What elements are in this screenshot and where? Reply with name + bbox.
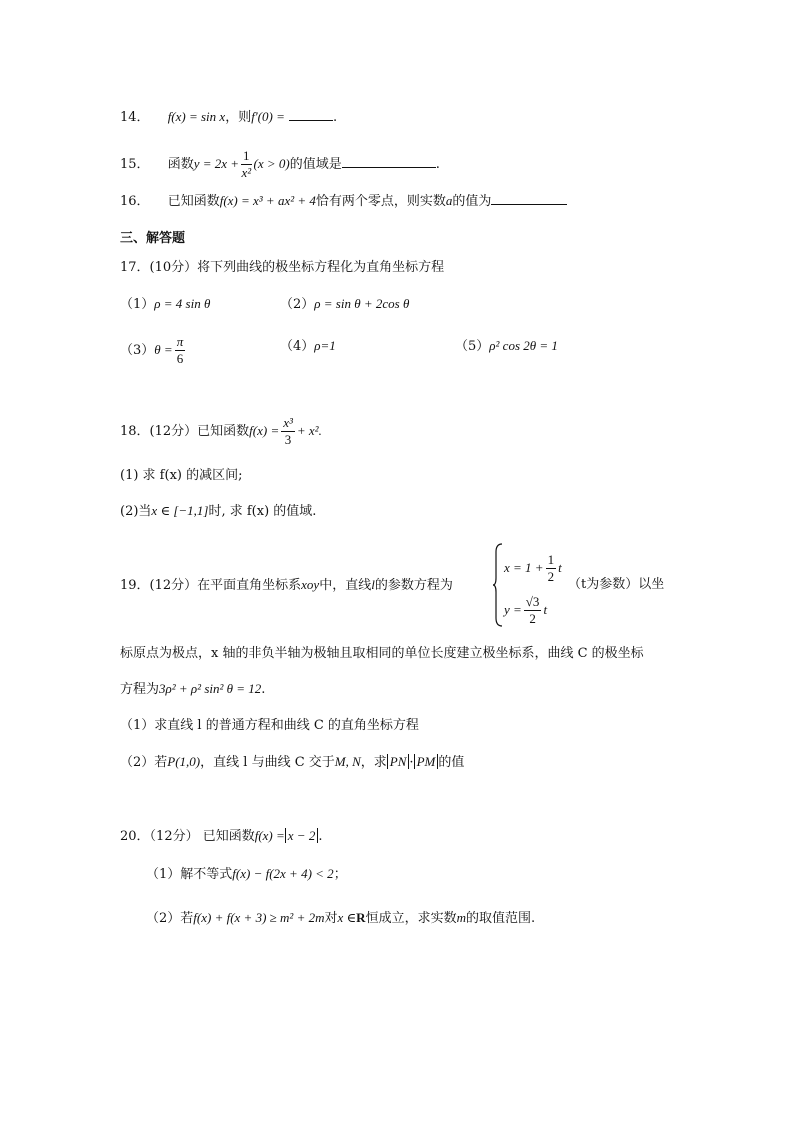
interval-expression: x ∈ [−1,1]: [151, 503, 209, 518]
part-label: （4）: [280, 339, 315, 354]
function-expression: f(x) =: [249, 423, 280, 438]
polar-equation: θ =: [154, 342, 173, 357]
part-text: （2）若: [146, 911, 194, 926]
lead-text: 函数: [167, 157, 194, 172]
expression: y = 2x +: [193, 156, 240, 171]
q17-part-1: [120, 294, 210, 315]
question-number: 16．: [120, 194, 150, 209]
question-14: [120, 106, 337, 128]
q19-part-2: [120, 752, 464, 773]
q19-part-1: （1）求直线 l 的普通方程和曲线 C 的直角坐标方程: [120, 718, 419, 733]
part-text: （1）解不等式: [146, 867, 233, 882]
condition: (x > 0): [253, 156, 290, 171]
part-label: （5）: [455, 339, 490, 354]
semicolon: ；: [333, 867, 347, 882]
q20-part-2: [146, 908, 535, 929]
part-text: 的值: [438, 755, 465, 770]
polar-equation: ρ² cos 2θ = 1: [489, 338, 558, 353]
equation-y: [504, 594, 547, 627]
section-title: 三、解答题: [120, 230, 186, 245]
reals-symbol: R: [356, 910, 366, 925]
part-text: 对: [324, 911, 338, 926]
polar-equation: ρ = sin θ + 2cos θ: [314, 296, 410, 311]
fraction-denominator: x²: [241, 165, 252, 180]
parameter-t: t: [543, 602, 548, 617]
variable-m: m: [456, 910, 466, 925]
heading-text: 19．(12分）在平面直角坐标系: [120, 578, 302, 593]
fraction-denominator: 2: [547, 569, 555, 584]
question-15: [120, 148, 440, 181]
q18-part-1: (1) 求 f(x) 的减区间;: [120, 468, 243, 483]
point-p: P(1,0): [167, 754, 201, 769]
fraction-numerator: 1: [547, 552, 555, 567]
inequality: f(x) − f(2x + 4) < 2: [232, 866, 334, 881]
answer-blank[interactable]: [342, 153, 436, 168]
q18-part-2: [120, 501, 316, 522]
part-text: 的取值范围.: [465, 911, 536, 926]
heading-text: 20．（12分） 已知函数: [120, 829, 255, 844]
fraction: [546, 552, 557, 585]
parameter-note: （t为参数）以坐: [568, 577, 665, 592]
fraction: [241, 148, 252, 181]
left-brace-icon: [492, 542, 504, 628]
part-label: （2）: [280, 297, 315, 312]
parameter-t: t: [558, 560, 562, 575]
q17-part-2: [280, 294, 409, 315]
fraction-denominator: 2: [529, 611, 536, 626]
fraction: [524, 594, 542, 627]
inequality: f(x) + f(x + 3) ≥ m² + 2m: [193, 910, 325, 925]
fraction: [281, 415, 295, 448]
equation-lhs: y =: [504, 602, 522, 617]
part-text: ，直线 l 与曲线 C 交于: [200, 755, 335, 770]
period: .: [333, 110, 338, 125]
question-19-heading: [120, 575, 453, 596]
tail-text: 的值域是: [289, 157, 342, 172]
period: .: [435, 157, 440, 172]
fraction-denominator: 3: [284, 432, 292, 447]
fraction-numerator: 1: [243, 148, 250, 163]
lead-text: 已知函数: [167, 194, 220, 209]
points-mn: M, N: [334, 754, 361, 769]
dot-operator: ·: [409, 755, 414, 770]
domain-expression: x ∈: [337, 910, 357, 925]
part-text: 方程为: [120, 682, 160, 697]
function-expression: f(x) =: [254, 828, 285, 843]
answer-blank[interactable]: [491, 190, 567, 205]
part-label: （1）: [120, 297, 155, 312]
fraction: [175, 334, 186, 367]
fraction-numerator: π: [176, 334, 184, 349]
function-expression: f(x) = x³ + ax² + 4: [219, 193, 316, 208]
question-16: [120, 190, 567, 212]
distance-pn: PN: [387, 754, 410, 769]
question-17-heading: 17．(10分）将下列曲线的极坐标方程化为直角坐标方程: [120, 260, 445, 275]
function-expression-tail: + x².: [296, 423, 322, 438]
part-label: （3）: [120, 343, 155, 358]
equation-x: [504, 552, 562, 585]
variable-a: a: [445, 193, 453, 208]
question-number: 14．: [120, 110, 150, 125]
part-text: 恒成立，求实数: [365, 911, 457, 926]
connector-text: 恰有两个零点，则实数: [315, 194, 446, 209]
period: .: [318, 829, 323, 844]
polar-equation: ρ=1: [314, 338, 336, 353]
tail-text: 的值为: [452, 194, 492, 209]
polar-equation: 3ρ² + ρ² sin² θ = 12: [159, 681, 262, 696]
question-number: 15．: [120, 157, 150, 172]
fraction-numerator: √3: [525, 594, 540, 609]
line-symbol: l: [371, 577, 375, 592]
question-20-heading: [120, 826, 322, 847]
q17-part-5: [455, 336, 558, 357]
part-text: 时, 求 f(x) 的值域.: [208, 504, 317, 519]
q20-part-1: [146, 864, 347, 885]
distance-pm: PM: [414, 754, 439, 769]
question-18-heading: [120, 414, 322, 449]
q19-text-line-2: 标原点为极点，x 轴的非负半轴为极轴且取相同的单位长度建立极坐标系，曲线 C 的极坐标: [120, 646, 644, 661]
function-expression: f(x) = sin x: [167, 109, 226, 124]
heading-text: 18．(12分）已知函数: [120, 424, 250, 439]
part-text: (2)当: [120, 504, 152, 519]
part-text: （2）若: [120, 755, 168, 770]
heading-text: 的参数方程为: [374, 578, 453, 593]
q17-part-4: [280, 336, 336, 357]
absolute-value: x − 2: [285, 828, 319, 843]
answer-blank[interactable]: [289, 106, 333, 121]
connector-text: ，则: [225, 110, 252, 125]
derivative-expression: f′(0) =: [251, 109, 285, 124]
coordinate-system: xoy: [301, 577, 320, 592]
heading-text: 中，直线: [319, 578, 372, 593]
fraction-numerator: x³: [283, 415, 293, 430]
q19-text-line-3: 方程为3ρ² + ρ² sin² θ = 12.: [120, 681, 266, 697]
polar-equation: ρ = 4 sin θ: [154, 296, 211, 311]
equation-lhs: x = 1 +: [504, 560, 544, 575]
part-text: ，求: [360, 755, 387, 770]
fraction-denominator: 6: [176, 351, 184, 366]
q17-part-3: [120, 333, 187, 368]
